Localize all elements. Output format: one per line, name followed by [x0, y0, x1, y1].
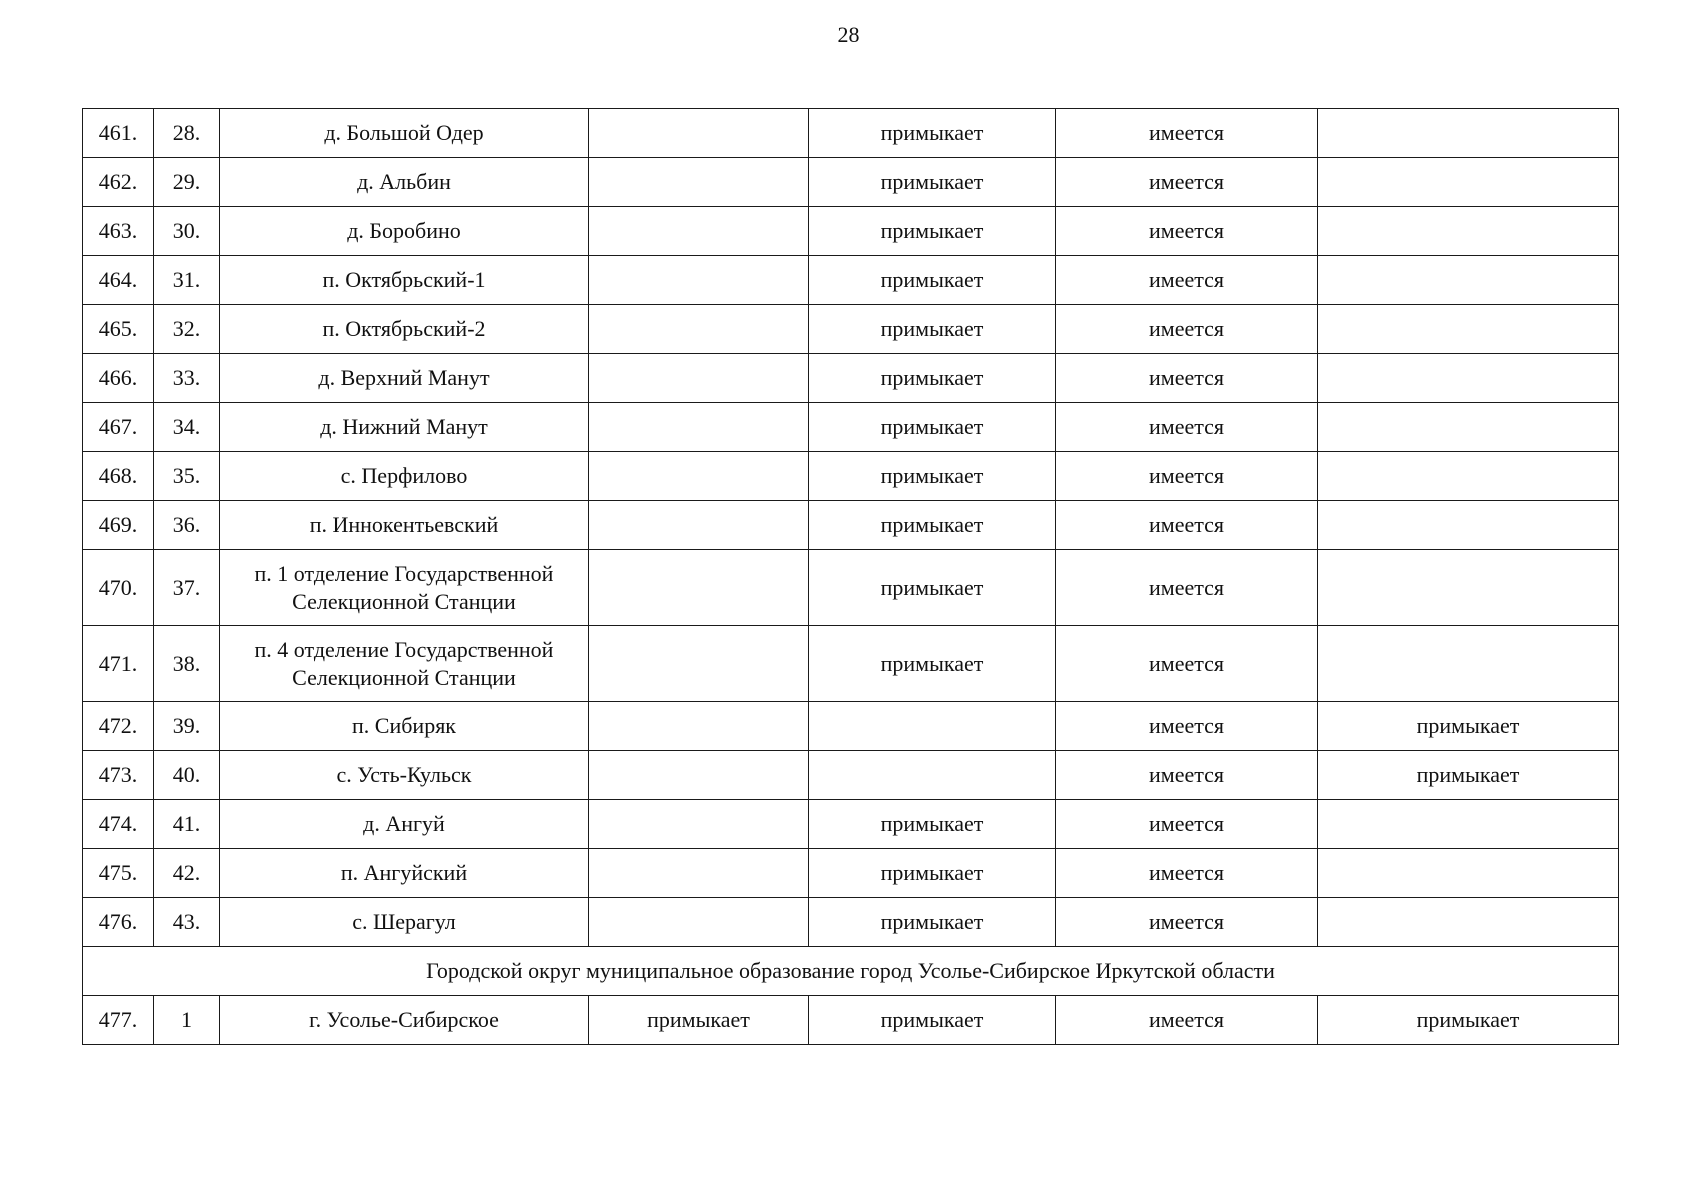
- cell-col5: примыкает: [809, 305, 1056, 354]
- row-number: 472.: [83, 702, 154, 751]
- row-number: 477.: [83, 996, 154, 1045]
- settlement-name: п. Октябрьский-2: [220, 305, 589, 354]
- cell-col5: примыкает: [809, 501, 1056, 550]
- cell-col6: имеется: [1056, 256, 1318, 305]
- cell-col4: [589, 354, 809, 403]
- cell-col6: имеется: [1056, 207, 1318, 256]
- cell-col4: [589, 702, 809, 751]
- settlement-name: с. Усть-Кульск: [220, 751, 589, 800]
- cell-col7: [1318, 403, 1619, 452]
- table-row: [83, 702, 1619, 751]
- row-number: 463.: [83, 207, 154, 256]
- settlement-name: п. Иннокентьевский: [220, 501, 589, 550]
- table-row: [83, 158, 1619, 207]
- row-sub-number: 38.: [154, 626, 220, 702]
- cell-col5: [809, 702, 1056, 751]
- row-number: 465.: [83, 305, 154, 354]
- row-number: 473.: [83, 751, 154, 800]
- row-sub-number: 43.: [154, 898, 220, 947]
- table-row: [83, 996, 1619, 1045]
- row-number: 466.: [83, 354, 154, 403]
- row-sub-number: 36.: [154, 501, 220, 550]
- row-sub-number: 41.: [154, 800, 220, 849]
- cell-col5: [809, 751, 1056, 800]
- page-number: 28: [837, 22, 860, 47]
- table-row: [83, 849, 1619, 898]
- cell-col7: примыкает: [1318, 751, 1619, 800]
- table-row: [83, 501, 1619, 550]
- cell-col4: примыкает: [589, 996, 809, 1045]
- cell-col5: примыкает: [809, 403, 1056, 452]
- cell-col7: [1318, 800, 1619, 849]
- cell-col6: имеется: [1056, 751, 1318, 800]
- cell-col4: [589, 109, 809, 158]
- cell-col6: имеется: [1056, 626, 1318, 702]
- cell-col5: примыкает: [809, 452, 1056, 501]
- row-number: 468.: [83, 452, 154, 501]
- settlement-name-line1: п. 1 отделение Государственной: [254, 560, 554, 586]
- cell-col4: [589, 207, 809, 256]
- row-sub-number: 34.: [154, 403, 220, 452]
- table-row: [83, 898, 1619, 947]
- row-sub-number: 30.: [154, 207, 220, 256]
- cell-col7: [1318, 354, 1619, 403]
- settlement-name: [220, 626, 589, 702]
- settlement-name: д. Большой Одер: [220, 109, 589, 158]
- cell-col6: имеется: [1056, 550, 1318, 626]
- cell-col6: имеется: [1056, 305, 1318, 354]
- cell-col5: примыкает: [809, 158, 1056, 207]
- settlements-table: [82, 108, 1619, 1045]
- row-sub-number: 35.: [154, 452, 220, 501]
- settlement-name-line2: Селекционной Станции: [292, 588, 516, 614]
- cell-col4: [589, 256, 809, 305]
- row-sub-number: 29.: [154, 158, 220, 207]
- table-row: [83, 626, 1619, 702]
- cell-col5: примыкает: [809, 800, 1056, 849]
- cell-col4: [589, 403, 809, 452]
- cell-col6: имеется: [1056, 452, 1318, 501]
- row-sub-number: 37.: [154, 550, 220, 626]
- cell-col6: имеется: [1056, 403, 1318, 452]
- row-sub-number: 42.: [154, 849, 220, 898]
- row-sub-number: 33.: [154, 354, 220, 403]
- cell-col6: имеется: [1056, 702, 1318, 751]
- cell-col5: примыкает: [809, 626, 1056, 702]
- cell-col4: [589, 305, 809, 354]
- row-number: 476.: [83, 898, 154, 947]
- table-row: [83, 800, 1619, 849]
- cell-col5: примыкает: [809, 207, 1056, 256]
- row-sub-number: 1: [154, 996, 220, 1045]
- settlement-name-line1: п. 4 отделение Государственной: [254, 636, 554, 662]
- row-number: 475.: [83, 849, 154, 898]
- cell-col7: [1318, 158, 1619, 207]
- cell-col4: [589, 501, 809, 550]
- row-number: 469.: [83, 501, 154, 550]
- cell-col5: примыкает: [809, 849, 1056, 898]
- cell-col4: [589, 849, 809, 898]
- cell-col7: [1318, 849, 1619, 898]
- settlement-name-line2: Селекционной Станции: [292, 664, 516, 690]
- cell-col7: [1318, 207, 1619, 256]
- settlement-name: д. Верхний Манут: [220, 354, 589, 403]
- table-row: [83, 109, 1619, 158]
- cell-col7: [1318, 256, 1619, 305]
- row-sub-number: 31.: [154, 256, 220, 305]
- row-sub-number: 40.: [154, 751, 220, 800]
- cell-col5: примыкает: [809, 256, 1056, 305]
- cell-col4: [589, 626, 809, 702]
- section-heading: Городской округ муниципальное образование город Усолье-Сибирское Иркутской области: [83, 947, 1619, 996]
- row-sub-number: 39.: [154, 702, 220, 751]
- table-row: [83, 256, 1619, 305]
- table-row: [83, 305, 1619, 354]
- cell-col5: примыкает: [809, 898, 1056, 947]
- row-number: 464.: [83, 256, 154, 305]
- cell-col7: [1318, 898, 1619, 947]
- row-number: 474.: [83, 800, 154, 849]
- table-row: [83, 354, 1619, 403]
- settlement-name: с. Перфилово: [220, 452, 589, 501]
- cell-col5: примыкает: [809, 354, 1056, 403]
- table-row: [83, 452, 1619, 501]
- cell-col4: [589, 800, 809, 849]
- cell-col5: примыкает: [809, 550, 1056, 626]
- settlement-name: [220, 550, 589, 626]
- cell-col6: имеется: [1056, 849, 1318, 898]
- settlement-name: д. Нижний Манут: [220, 403, 589, 452]
- settlement-name: с. Шерагул: [220, 898, 589, 947]
- settlement-name: д. Ангуй: [220, 800, 589, 849]
- cell-col7: примыкает: [1318, 702, 1619, 751]
- table-row: [83, 403, 1619, 452]
- settlement-name: г. Усолье-Сибирское: [220, 996, 589, 1045]
- settlement-name: п. Ангуйский: [220, 849, 589, 898]
- cell-col6: имеется: [1056, 898, 1318, 947]
- row-number: 462.: [83, 158, 154, 207]
- cell-col7: [1318, 550, 1619, 626]
- cell-col5: примыкает: [809, 109, 1056, 158]
- cell-col6: имеется: [1056, 996, 1318, 1045]
- row-sub-number: 32.: [154, 305, 220, 354]
- row-number: 470.: [83, 550, 154, 626]
- cell-col7: [1318, 501, 1619, 550]
- cell-col4: [589, 452, 809, 501]
- table-row: [83, 207, 1619, 256]
- cell-col6: имеется: [1056, 800, 1318, 849]
- cell-col5: примыкает: [809, 996, 1056, 1045]
- cell-col4: [589, 158, 809, 207]
- settlement-name: п. Сибиряк: [220, 702, 589, 751]
- row-number: 461.: [83, 109, 154, 158]
- table-row: [83, 550, 1619, 626]
- row-number: 471.: [83, 626, 154, 702]
- cell-col7: [1318, 452, 1619, 501]
- cell-col7: примыкает: [1318, 996, 1619, 1045]
- cell-col6: имеется: [1056, 109, 1318, 158]
- settlement-name: д. Альбин: [220, 158, 589, 207]
- cell-col7: [1318, 305, 1619, 354]
- cell-col4: [589, 550, 809, 626]
- row-number: 467.: [83, 403, 154, 452]
- cell-col6: имеется: [1056, 354, 1318, 403]
- cell-col4: [589, 898, 809, 947]
- cell-col6: имеется: [1056, 501, 1318, 550]
- settlement-name: д. Боробино: [220, 207, 589, 256]
- cell-col7: [1318, 109, 1619, 158]
- cell-col4: [589, 751, 809, 800]
- cell-col6: имеется: [1056, 158, 1318, 207]
- settlement-name: п. Октябрьский-1: [220, 256, 589, 305]
- cell-col7: [1318, 626, 1619, 702]
- row-sub-number: 28.: [154, 109, 220, 158]
- table-row: [83, 751, 1619, 800]
- section-heading-row: [83, 947, 1619, 996]
